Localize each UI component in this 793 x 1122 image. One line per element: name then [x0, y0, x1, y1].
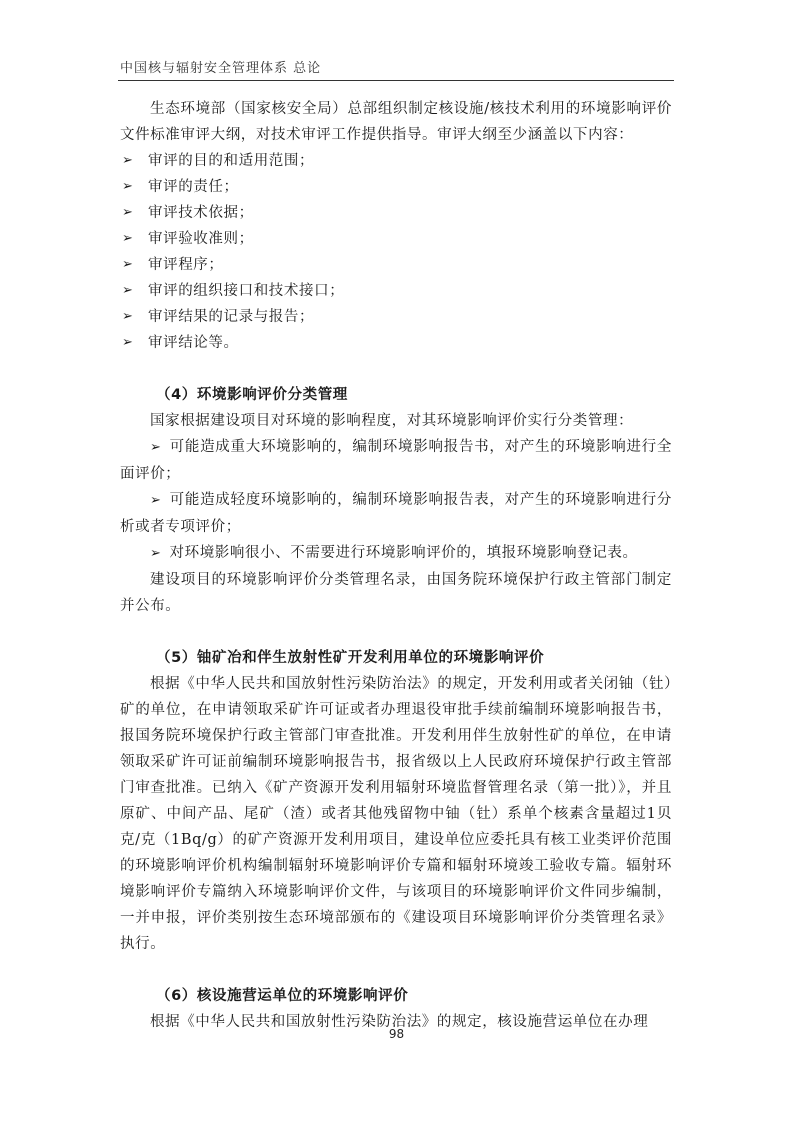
section-5-paragraph: 根据《中华人民共和国放射性污染防治法》的规定，开发利用或者关闭铀（钍）矿的单位，在申请领取采矿许可证或者办理退役审批手续前编制环境影响报告书，报国务院环境保护行政主管部门审查批准。开发利用伴生放射性矿的单位，在申请领取采矿许可证前编制环境影响报告书，报省级以上人民政府环境保护行政主管部门审查批准。已纳入《矿产资源开发利用辐射环境监督管理名录（第一批）》，并且原矿、中间产品、尾矿（渣）或者其他残留物中铀（钍）系单个核素含量超过1贝克/克（1Bq/g）的矿产资源开发利用项目，建设单位应委托具有核工业类评价范围的环境影响评价机构编制辐射环境影响评价专篇和辐射环境竣工验收专篇。辐射环境影响评价专篇纳入环境影响评价文件，与该项目的环境影响评价文件同步编制，一并申报，评价类别按生态环境部颁布的《建设项目环境影响评价分类管理名录》执行。	[120, 676, 672, 952]
section-4-closing: 建设项目的环境影响评价分类管理名录，由国务院环境保护行政主管部门制定并公布。	[120, 572, 672, 614]
arrow-bullet-icon: ➢	[122, 205, 134, 220]
arrow-bullet-icon: ➢	[122, 153, 134, 168]
list-item	[120, 278, 672, 304]
arrow-bullet-icon: ➢	[122, 231, 134, 246]
list-item-text: 审评的责任；	[148, 179, 239, 195]
arrow-bullet-icon: ➢	[122, 179, 134, 194]
section-6-paragraph: 根据《中华人民共和国放射性污染防治法》的规定，核设施营运单位在办理	[150, 1014, 649, 1030]
section-spacer	[120, 957, 672, 983]
list-item	[120, 434, 672, 487]
list-item-text: 审评的目的和适用范围；	[148, 153, 315, 169]
section-4-heading: （4）环境影响评价分类管理	[156, 387, 348, 403]
list-item	[120, 226, 672, 252]
header-divider	[118, 80, 674, 81]
list-item-text: 审评技术依据；	[148, 205, 254, 221]
list-item-text: 可能造成重大环境影响的，编制环境影响报告书，对产生的环境影响进行全面评价；	[120, 439, 672, 482]
intro-paragraph: 生态环境部（国家核安全局）总部组织制定核设施/核技术利用的环境影响评价文件标准审评大纲，对技术审评工作提供指导。审评大纲至少涵盖以下内容：	[120, 101, 672, 143]
page-content	[120, 96, 672, 1035]
list-item	[120, 200, 672, 226]
arrow-bullet-icon: ➢	[150, 440, 162, 455]
header-title: 中国核与辐射安全管理体系 总论	[120, 61, 322, 76]
arrow-bullet-icon: ➢	[150, 493, 162, 508]
arrow-bullet-icon: ➢	[122, 335, 134, 350]
list-item-text: 可能造成轻度环境影响的，编制环境影响报告表，对产生的环境影响进行分析或者专项评价；	[120, 492, 672, 535]
list-item-text: 对环境影响很小、不需要进行环境影响评价的，填报环境影响登记表。	[169, 545, 638, 561]
section-5-heading: （5）铀矿冶和伴生放射性矿开发利用单位的环境影响评价	[156, 650, 545, 666]
arrow-bullet-icon: ➢	[122, 309, 134, 324]
list-item	[120, 174, 672, 200]
list-item	[120, 330, 672, 356]
list-item	[120, 252, 672, 278]
list-item	[120, 304, 672, 330]
list-item-text: 审评结论等。	[148, 335, 239, 351]
list-item	[120, 148, 672, 174]
list-item-text: 审评的组织接口和技术接口；	[148, 283, 345, 299]
section-spacer	[120, 619, 672, 645]
list-item-text: 审评结果的记录与报告；	[148, 309, 315, 325]
section-4-intro: 国家根据建设项目对环境的影响程度，对其环境影响评价实行分类管理：	[150, 413, 634, 429]
list-item-text: 审评程序；	[148, 257, 224, 273]
page-number: 98	[388, 1027, 405, 1041]
arrow-bullet-icon: ➢	[122, 257, 134, 272]
arrow-bullet-icon: ➢	[122, 283, 134, 298]
arrow-bullet-icon: ➢	[150, 546, 162, 561]
review-outline-list	[120, 148, 672, 356]
section-spacer	[120, 356, 672, 382]
list-item-text: 审评验收准则；	[148, 231, 254, 247]
section-6-heading: （6）核设施营运单位的环境影响评价	[156, 988, 409, 1004]
list-item	[120, 487, 672, 540]
list-item	[120, 540, 672, 567]
